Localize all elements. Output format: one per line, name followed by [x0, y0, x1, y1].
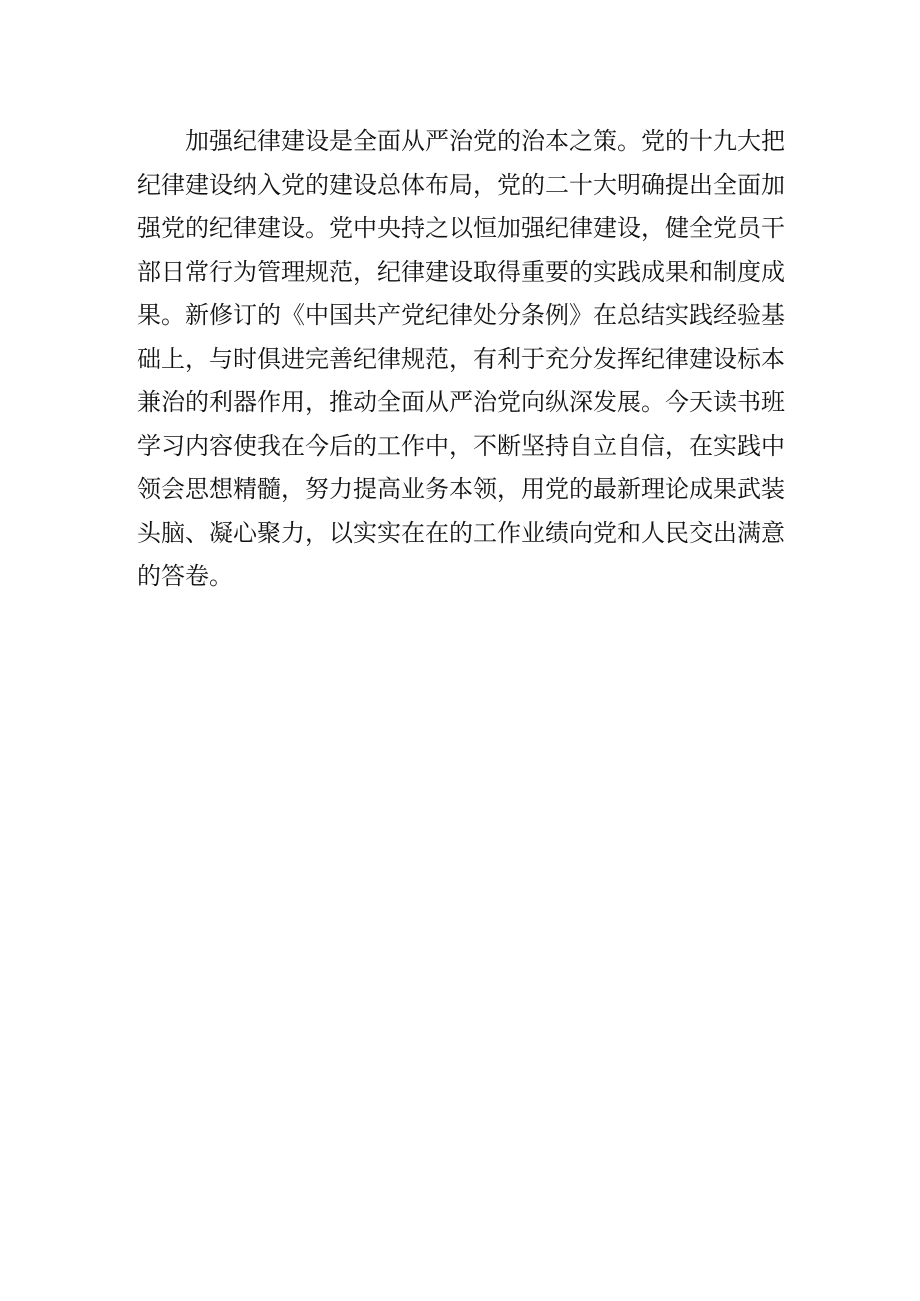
body-paragraph: 加强纪律建设是全面从严治党的治本之策。党的十九大把纪律建设纳入党的建设总体布局，党的二十大明确提出全面加强党的纪律建设。党中央持之以恒加强纪律建设，健全党员干部日常行为管理规范，纪律建设取得重要的实践成果和制度成果。新修订的《中国共产党纪律处分条例》在总结实践经验基础上，与时俱进完善纪律规范，有利于充分发挥纪律建设标本兼治的利器作用，推动全面从严治党向纵深发展。今天读书班学习内容使我在今后的工作中，不断坚持自立自信，在实践中领会思想精髓，努力提高业务本领，用党的最新理论成果武装头脑、凝心聚力，以实实在在的工作业绩向党和人民交出满意的答卷。 [137, 127, 785, 590]
